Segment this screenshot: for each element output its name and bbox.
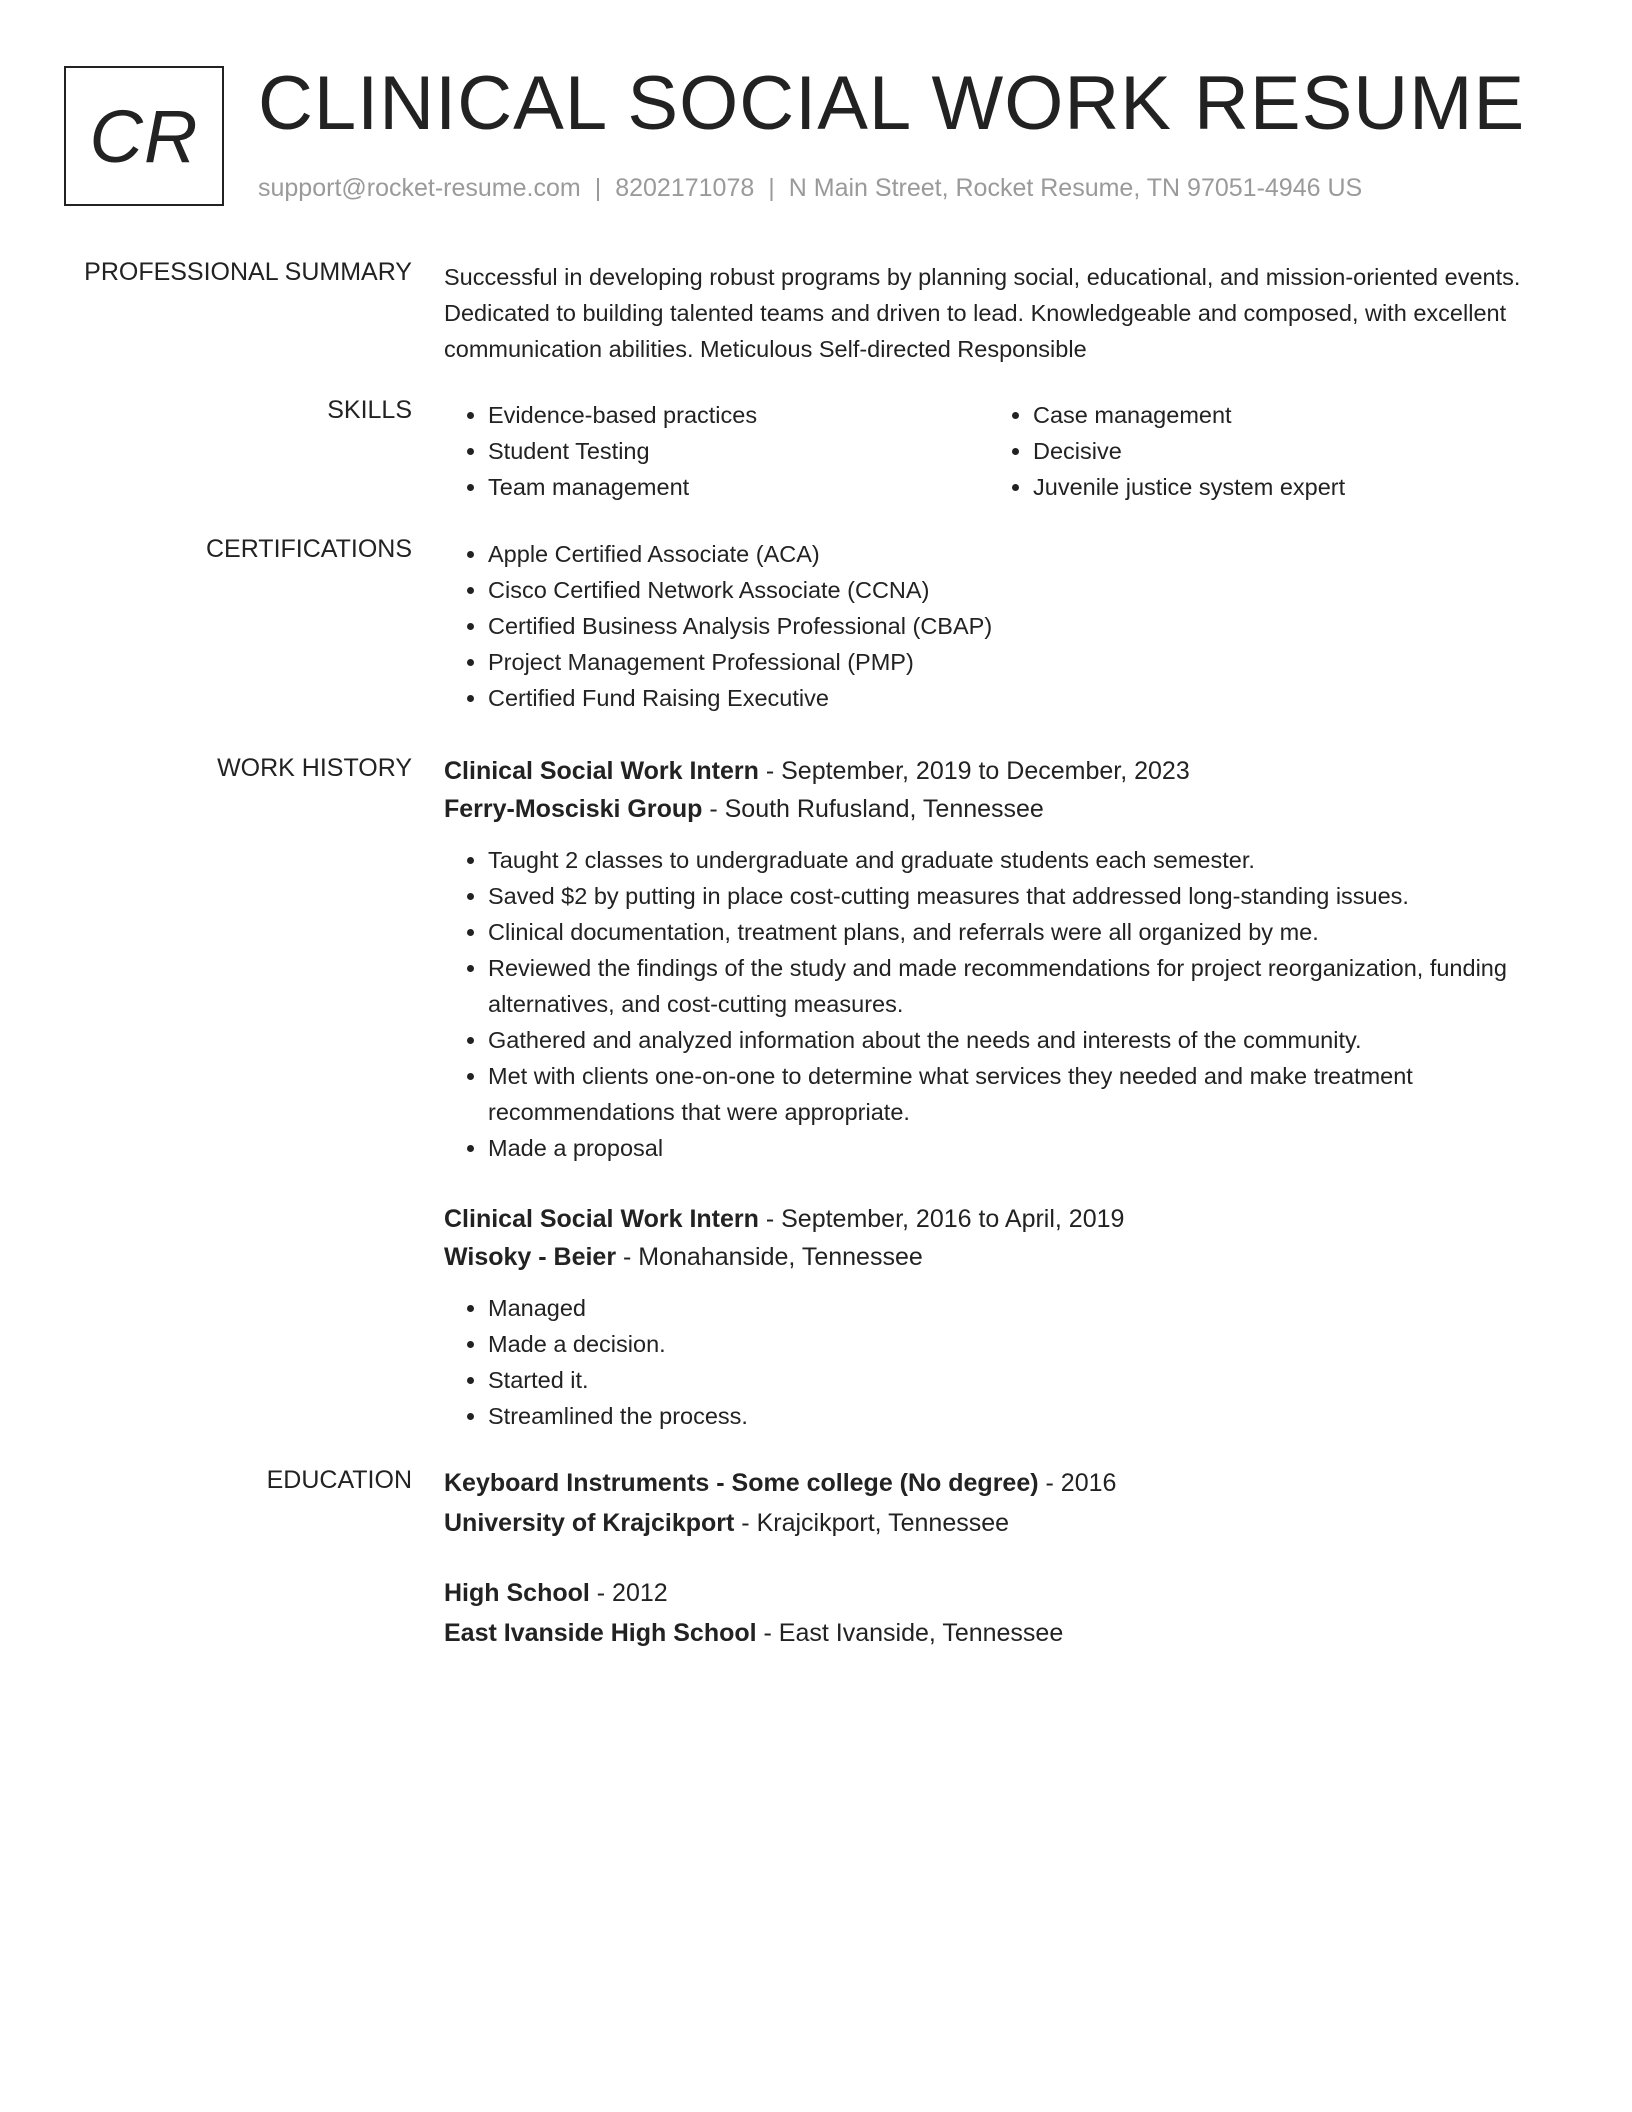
education-year: - 2012 <box>589 1579 668 1607</box>
job-location: - South Rufusland, Tennessee <box>702 795 1044 823</box>
contact-separator: | <box>594 174 602 202</box>
education-school-line <box>444 1504 1564 1542</box>
skill-item: • Juvenile justice system expert <box>1033 469 1534 505</box>
contact-phone[interactable]: 8202171078 <box>615 174 755 202</box>
section-title-skills: SKILLS <box>327 396 412 424</box>
contact-line <box>258 174 1362 203</box>
section-title-work-history: WORK HISTORY <box>217 754 412 782</box>
job-location: - Monahanside, Tennessee <box>616 1243 923 1271</box>
education-location: - Krajcikport, Tennessee <box>734 1509 1010 1537</box>
section-title-summary: PROFESSIONAL SUMMARY <box>84 258 412 286</box>
summary-text: Successful in developing robust programs by planning social, educational, and mission-oriented events. Dedicated to building talented teams and driven to lead. Knowledgeable and composed, with excellent communication abilities. Meticulous Self-directed Responsible <box>444 264 1521 362</box>
skill-item: • Decisive <box>1033 433 1534 469</box>
skill-item: • Case management <box>1033 397 1534 433</box>
job-duty: • Made a proposal <box>488 1130 1564 1166</box>
job-duty: • Reviewed the findings of the study and made recommendations for project reorganization, funding alternatives, and cost-cutting measures. <box>488 950 1564 1022</box>
monogram-logo: CR <box>64 66 224 206</box>
certification-item: • Apple Certified Associate (ACA) <box>488 536 1564 572</box>
certifications-list <box>444 536 1564 716</box>
education-entry <box>444 1464 1564 1542</box>
job-role: Clinical Social Work Intern <box>444 757 759 785</box>
education-degree: Keyboard Instruments - Some college (No degree) <box>444 1469 1039 1497</box>
skill-item: • Evidence-based practices <box>488 397 989 433</box>
job-company: Ferry-Mosciski Group <box>444 795 703 823</box>
job-duty: • Made a decision. <box>488 1326 1564 1362</box>
section-title-certifications: CERTIFICATIONS <box>205 535 412 563</box>
skills-list <box>444 397 1564 505</box>
certification-item: • Certified Business Analysis Professional (CBAP) <box>488 608 1564 644</box>
job-title-line <box>444 752 1564 790</box>
certification-item: • Certified Fund Raising Executive <box>488 680 1564 716</box>
resume-title: CLINICAL SOCIAL WORK RESUME <box>258 61 1526 146</box>
job-duty: • Clinical documentation, treatment plans, and referrals were all organized by me. <box>488 914 1564 950</box>
skill-item: • Student Testing <box>488 433 989 469</box>
job-dates: - September, 2016 to April, 2019 <box>758 1205 1125 1233</box>
skills-column-right <box>989 397 1534 505</box>
job-role: Clinical Social Work Intern <box>444 1205 759 1233</box>
education-school-line <box>444 1614 1564 1652</box>
education-degree-line <box>444 1464 1564 1502</box>
job-company: Wisoky - Beier <box>444 1243 617 1271</box>
job-entry <box>444 752 1564 1166</box>
education-year: - 2016 <box>1038 1469 1117 1497</box>
job-duties <box>444 842 1564 1166</box>
education-degree: High School <box>444 1579 590 1607</box>
education-degree-line <box>444 1574 1564 1612</box>
skills-column-left <box>444 397 989 505</box>
education-location: - East Ivanside, Tennessee <box>756 1619 1064 1647</box>
education-school: East Ivanside High School <box>444 1619 757 1647</box>
job-duty: • Managed <box>488 1290 1564 1326</box>
resume-header <box>64 61 1584 208</box>
job-duty: • Gathered and analyzed information about the needs and interests of the community. <box>488 1022 1564 1058</box>
job-title-line <box>444 1200 1564 1238</box>
education-entry <box>444 1574 1564 1652</box>
certification-item: • Project Management Professional (PMP) <box>488 644 1564 680</box>
job-duty: • Streamlined the process. <box>488 1398 1564 1434</box>
contact-address: N Main Street, Rocket Resume, TN 97051-4946 US <box>788 174 1363 202</box>
job-entry <box>444 1200 1564 1434</box>
education-school: University of Krajcikport <box>444 1509 735 1537</box>
contact-email[interactable]: support@rocket-resume.com <box>258 174 581 202</box>
contact-separator: | <box>768 174 775 202</box>
job-duty: • Started it. <box>488 1362 1564 1398</box>
certification-item: • Cisco Certified Network Associate (CCNA) <box>488 572 1564 608</box>
job-duty: • Met with clients one-on-one to determine what services they needed and make treatment recommendations that were appropriate. <box>488 1058 1564 1130</box>
job-duty: • Saved $2 by putting in place cost-cutting measures that addressed long-standing issues. <box>488 878 1564 914</box>
section-title-education: EDUCATION <box>266 1466 412 1494</box>
job-duty: • Taught 2 classes to undergraduate and graduate students each semester. <box>488 842 1564 878</box>
job-company-line <box>444 1238 1564 1276</box>
job-company-line <box>444 790 1564 828</box>
job-dates: - September, 2019 to December, 2023 <box>758 757 1190 785</box>
job-duties <box>444 1290 1564 1434</box>
skill-item: • Team management <box>488 469 989 505</box>
